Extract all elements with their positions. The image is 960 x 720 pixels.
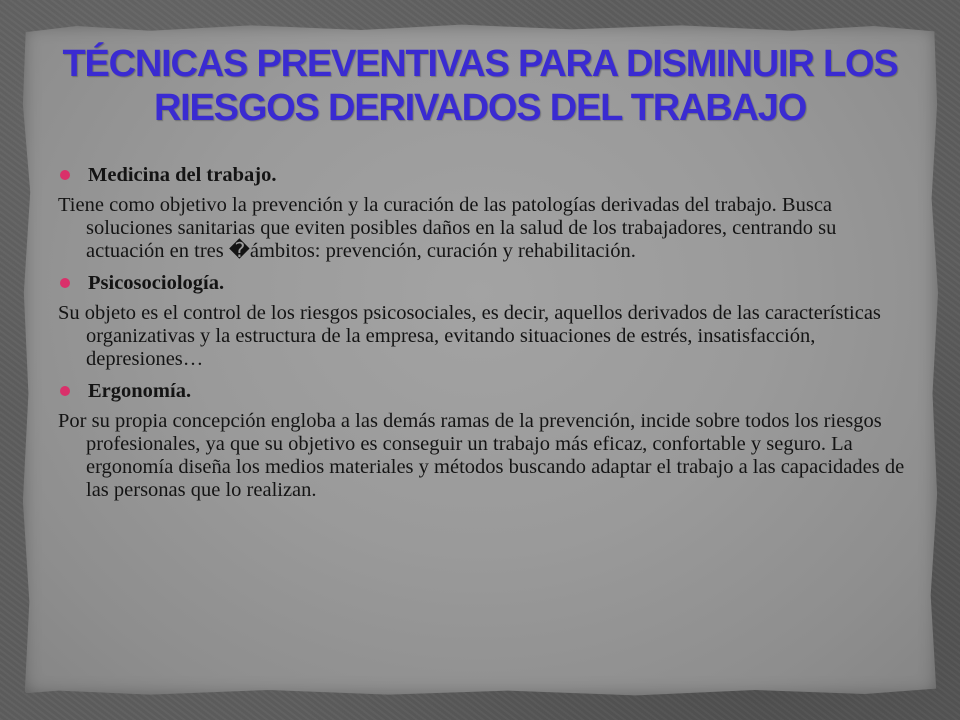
section-heading-label: Ergonomía. — [88, 380, 192, 402]
section-heading-medicina — [58, 164, 908, 187]
section-heading-label: Medicina del trabajo. — [88, 164, 277, 186]
section-body-medicina: Tiene como objetivo la prevención y la curación de las patologías derivadas del trabajo. Busca soluciones sanitarias que eviten posibles daños en la salud de los trabajadores, centrando su actuación en tres �ámbitos: prevención, curación y rehabilitación. — [58, 194, 837, 262]
section-body-psicosociologia: Su objeto es el control de los riesgos psicosociales, es decir, aquellos derivados de las características organizativas y la estructura de la empresa, evitando situaciones de estrés, insatisfacción, depresiones… — [58, 302, 881, 370]
section-heading-ergonomia — [58, 380, 908, 403]
bullet-dot-icon — [60, 386, 70, 396]
slide-title: TÉCNICAS PREVENTIVAS PARA DISMINUIR LOS RIESGOS DERIVADOS DEL TRABAJO — [62, 43, 898, 129]
slide-content — [58, 164, 908, 511]
bullet-dot-icon — [60, 170, 70, 180]
section-heading-psicosociologia — [58, 272, 908, 295]
bullet-dot-icon — [60, 278, 70, 288]
section-heading-label: Psicosociología. — [88, 272, 225, 294]
section-body-ergonomia: Por su propia concepción engloba a las demás ramas de la prevención, incide sobre todos los riesgos profesionales, ya que su objetivo es conseguir un trabajo más eficaz, confortable y seguro. La ergonomía diseña los medios materiales y métodos buscando adaptar el trabajo a las capacidades de las personas que lo realizan. — [58, 410, 905, 501]
